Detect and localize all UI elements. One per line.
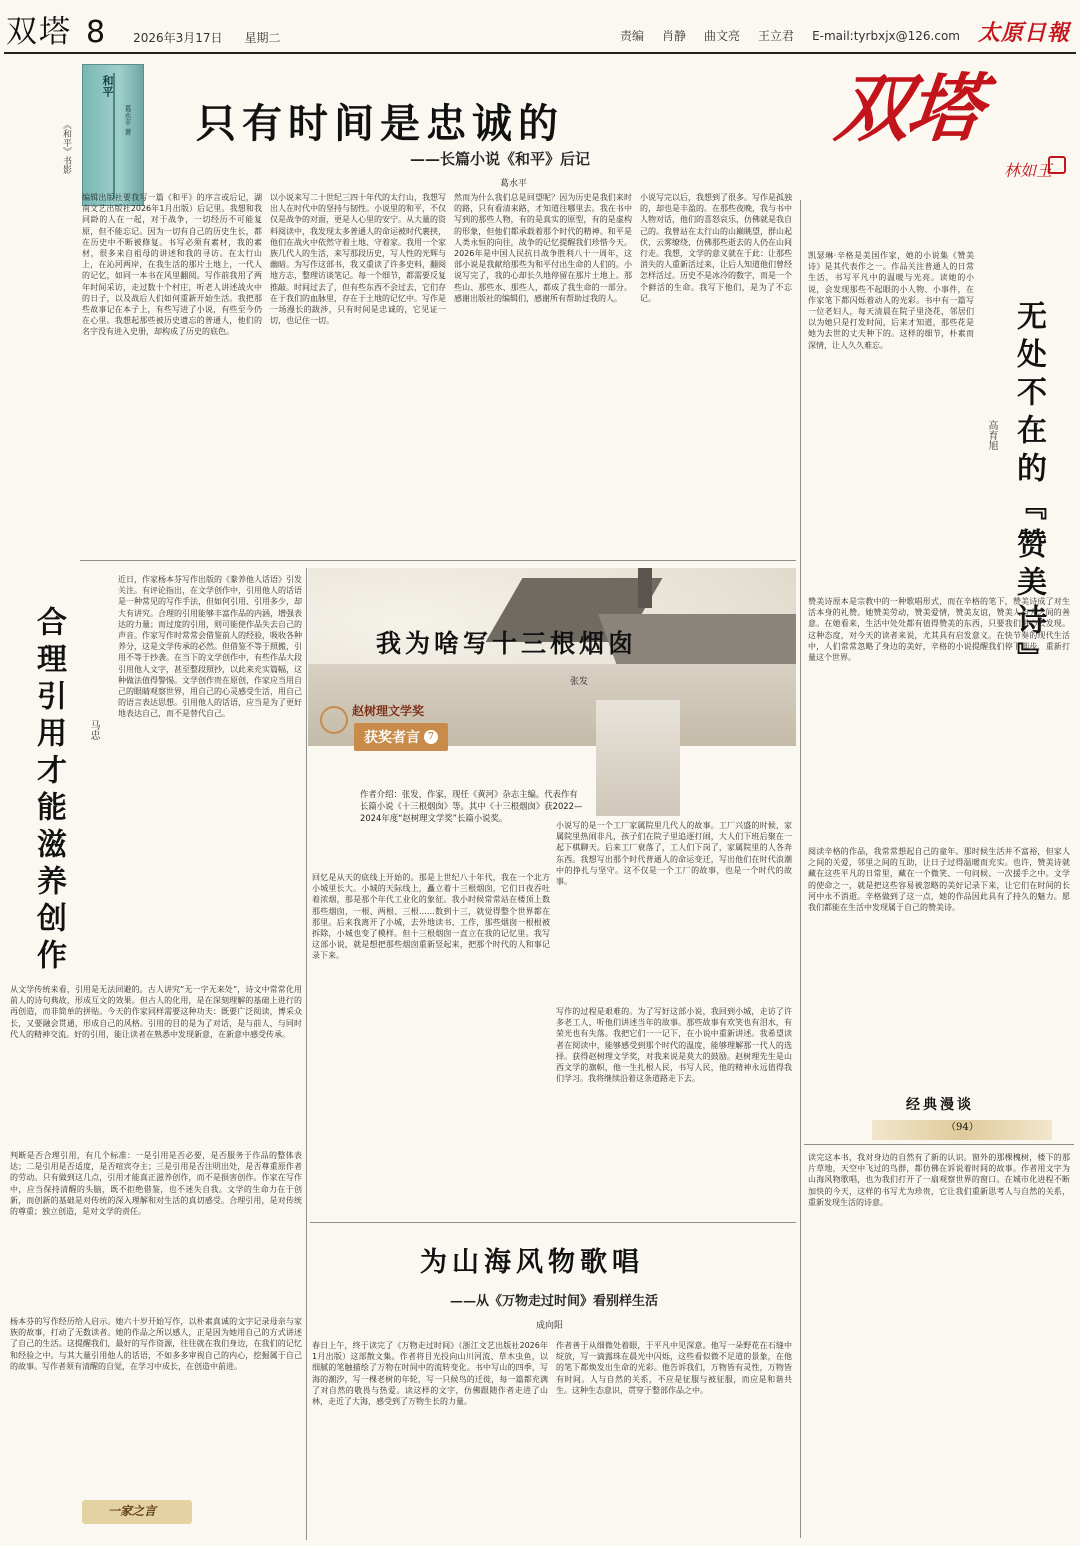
- book-cover-author: 葛水平 著: [124, 105, 132, 136]
- reason-column-3: 判断是否合理引用，有几个标准：一是引用是否必要，是否服务于作品的整体表达；二是引用是否适度，是否喧宾夺主；三是引用是否注明出处，是否尊重原作者的劳动。只有做到这几点，引用才能真正滋养创作，而不是损害创作。作家在写作中，应当保持清醒的头脑，既不拒绝借鉴，也不迷失自我。文学的生命力在于创新，而创新的基础是对传统的深入理解和对生活的真切感受。合理引用，是对传统的尊重；独立创造，是对文学的责任。: [10, 1151, 302, 1217]
- smoke-headline[interactable]: 我为啥写十三根烟囱: [376, 629, 638, 658]
- smoke-column-3: 写作的过程是艰难的。为了写好这部小说，我回到小城，走访了许多老工人，听他们讲述当年的故事。那些故事有欢笑也有泪水，有荣光也有失落。我把它们一一记下，在小说中重新讲述。我希望读者在阅读中，能够感受到那个时代的温度，能够理解那一代人的选择。获得赵树理文学奖，对我来说是莫大的鼓励。赵树理先生是山西文学的旗帜，他一生扎根人民，书写人民，他的精神永远值得我们学习。我将继续沿着这条道路走下去。: [556, 1007, 792, 1084]
- masthead-right: [620, 16, 1070, 47]
- series-number: （94）: [946, 1122, 979, 1133]
- smoke-byline: 张发: [570, 677, 589, 687]
- series-banner: [872, 1094, 1052, 1142]
- author-portrait: [596, 700, 680, 816]
- brand-title: 双塔: [831, 66, 985, 152]
- book-cover-title: 和平: [101, 75, 114, 97]
- lead-column-4: 小说写完以后，我想到了很多。写作是孤独的，却也是丰盈的。在那些夜晚，我与书中人物对话，他们的喜怒哀乐，仿佛就是我自己的。我曾站在太行山的山巅眺望，群山起伏，云雾缭绕，仿佛那些逝去的人仍在山间行走。我想，文学的意义就在于此：让那些消失的人重新活过来，让后人知道他们曾经怎样活过。历史不是冰冷的数字，而是一个个鲜活的生命。我写下他们，是为了不忘记。: [640, 193, 792, 303]
- praise-column-2: 赞美诗原本是宗教中的一种歌唱形式，而在辛格的笔下，赞美诗成了对生活本身的礼赞。她赞美劳动，赞美爱情，赞美友谊，赞美人与人之间的善意。在她看来，生活中处处都有值得赞美的东西，只要我们用心去发现。这种态度，对今天的读者来说，尤其具有启发意义。在快节奏的现代生活中，人们常常忽略了身边的美好，辛格的小说提醒我们停下脚步，重新打量这个世界。: [808, 597, 1070, 663]
- smoke-bottom-rule: [310, 1222, 796, 1223]
- mountain-subtitle: ——从《万物走过时间》看别样生活: [450, 1294, 659, 1309]
- smoke-author-note: 作者介绍：张发，作家，现任《黄河》杂志主编。代表作有长篇小说《十三根烟囱》等。其中《十三根烟囱》获2022—2024年度“赵树理文学奖”长篇小说奖。: [360, 789, 583, 823]
- editor-name: 肖静: [662, 29, 687, 43]
- chimney-icon: [638, 568, 652, 608]
- award-name: 赵树理文学奖: [352, 704, 425, 718]
- reason-column-2: 从文学传统来看，引用是无法回避的。古人讲究“无一字无来处”，诗文中常常化用前人的诗句典故，形成互文的效果。但古人的化用，是在深刻理解的基础上进行的再创造，而非简单的拼贴。今天的作家同样需要这种功夫：既要广泛阅读，博采众长，又要融会贯通，形成自己的风格。引用的目的是为了对话，是与前人、与同时代人的精神交流。好的引用，能让读者在熟悉中发现新意，在新意中感受传承。: [10, 985, 302, 1039]
- paper-logo: 太原日報: [977, 20, 1070, 46]
- praise-byline: 高育旭: [986, 420, 997, 450]
- brand-signature: 林如玉: [1003, 161, 1052, 180]
- reason-headline[interactable]: 合理引用才能滋养创作: [31, 606, 66, 976]
- mountain-headline[interactable]: 为山海风物歌唱: [420, 1247, 644, 1278]
- proofreader-name: 王立君: [758, 29, 795, 43]
- lead-byline: 葛水平: [500, 179, 528, 189]
- mountain-column-3: 读完这本书，我对身边的自然有了新的认识。窗外的那棵槐树，楼下的那片草地，天空中飞过的鸟群，都仿佛在诉说着时间的故事。作者用文字为山海风物歌唱，也为我们打开了一扇观察世界的窗口。在城市化进程不断加快的今天，这样的书写尤为珍贵，它让我们重新思考人与自然的关系，重新发现生活的诗意。: [808, 1153, 1070, 1207]
- award-banner: [316, 702, 496, 784]
- praise-column-1: 凯瑟琳·辛格是美国作家，她的小说集《赞美诗》是其代表作之一。作品关注普通人的日常生活，书写平凡中的温暖与光亮。读她的小说，会发现那些不起眼的小人物、小事件，在作家笔下都闪烁着动人的光彩。书中有一篇写一位老妇人，每天清晨在院子里浇花，邻居们以为她只是打发时间，后来才知道，那些花是她为去世的丈夫种下的。这样的细节，朴素而深情，让人久久难忘。: [808, 251, 974, 350]
- praise-headline[interactable]: 无处不在的『赞美诗』: [1011, 300, 1046, 680]
- award-badge-label: 获奖者言: [364, 730, 420, 746]
- book-cover-image: [82, 64, 144, 206]
- praise-column-3: 阅读辛格的作品，我常常想起自己的童年。那时候生活并不富裕，但家人之间的关爱，邻里之间的互助，让日子过得温暖而充实。也许，赞美诗就藏在这些平凡的日常里，藏在一个微笑、一句问候、一次援手之中。文学的使命之一，就是把这些容易被忽略的美好记录下来，让它们在时间的长河中永不消逝。辛格做到了这一点，她的作品因此具有了持久的魅力。愿我们都能在生活中发现属于自己的赞美诗。: [808, 847, 1070, 913]
- seal-icon: [1048, 156, 1066, 174]
- award-medal-icon: [320, 706, 348, 734]
- masthead-rule: [4, 52, 1076, 54]
- section-title: 双塔: [6, 14, 72, 50]
- lead-column-3: 然而为什么我们总是回望呢？因为历史是我们来时的路，只有看清来路，才知道往哪里去。我在书中写到的那些人物，有的是真实的原型，有的是虚构的形象，但他们都承载着那个时代的精神。和平是人类永恒的向往，战争的记忆提醒我们珍惜今天。2026年是中国人民抗日战争胜利八十一周年，这部小说是我献给那些为和平付出生命的人们的。小说写完了，我的心却长久地停留在那片土地上。那些山、那些水、那些人，都成了我生命的一部分。感谢出版社的编辑们，感谢所有帮助过我的人。: [454, 193, 632, 303]
- right-column-divider: [800, 200, 801, 1538]
- designer-name: 曲文亮: [704, 29, 741, 43]
- lead-subtitle: ——长篇小说《和平》后记: [410, 150, 591, 168]
- mountain-column-1: 春日上午，终于读完了《万物走过时间》（浙江文艺出版社2026年1月出版）这部散文集。作者将目光投向山川河流、草木虫鱼，以细腻的笔触描绘了万物在时间中的流转变化。书中写山的四季，写海的潮汐，写一棵老树的年轮，写一只候鸟的迁徙，每一篇都充满了对自然的敬畏与热爱。读这样的文字，仿佛跟随作者走进了山林，走近了大海，感受到了万物生长的力量。: [312, 1341, 548, 1407]
- series-title: 经典漫谈: [906, 1097, 974, 1113]
- smoke-column-1: 回忆是从天的底线上开始的。那是上世纪八十年代，我在一个北方小城里长大。小城的天际线上，矗立着十三根烟囱，它们日夜吞吐着浓烟，那是那个年代工业化的象征。我小时候常常站在楼顶上数那些烟囱，一根、两根、三根……数到十三，就觉得整个世界都在那里。后来我离开了小城，去外地读书、工作，那些烟囱一根根被拆除，小城也变了模样。但十三根烟囱一直立在我的记忆里。我写这部小说，就是想把那些烟囱重新竖起来，把那个时代的人和事记录下来。: [312, 873, 550, 961]
- lead-column-1: 编辑出版社要我写一篇《和平》的序言或后记，湖南文艺出版社2026年1月出版）后记里。我想和我同龄的人在一起，对于战争，一切经历不可能复原，但不能忘记。因为一切有自己的历史生长，都在历史中不断被修复。书写必须有素材，我的素材，很多来自祖母的讲述和我的寻访。在太行山上，在沁河两岸，在我生活的那片土地上，一代人的记忆，如同一本书在风里翻阅。写作前我用了两年时间采访，走过数十个村庄，听老人讲述战火中的日子，以及战后人们如何重新开始生活。我把那些故事记在本子上，有些写进了小说，有些至今仍在心里。我想起那些被历史遗忘的普通人，他们的名字没有进入史册，却构成了历史的底色。: [82, 193, 262, 337]
- family-words-banner: [82, 1488, 202, 1540]
- left-column-divider: [306, 568, 307, 1540]
- mountain-column-2: 作者善于从细微处着眼，于平凡中见深意。他写一朵野花在石缝中绽放，写一滴露珠在晨光中闪烁，这些看似微不足道的景象，在他的笔下都焕发出生命的光彩。他告诉我们，万物皆有灵性，万物皆有时间。人与自然的关系，不应是征服与被征服，而应是和谐共生。这种生态意识，贯穿于整部作品之中。: [556, 1341, 792, 1395]
- reason-column-1: 近日，作家杨本芬写作出版的《豢养他人话语》引发关注。有评论指出，在文学创作中，引用他人的话语是一种常见的写作手法，但如何引用、引用多少，却大有讲究。合理的引用能够丰富作品的内涵，增强表达的力量；而过度的引用，则可能使作品失去自己的声音。作家写作时常常会借鉴前人的经验，吸收各种养分，这是文学传承的必然。但借鉴不等于照搬，引用不等于抄袭。在当下的文学创作中，有些作品大段引用他人文字，甚至整段照抄，以此来充实篇幅，这种做法值得警惕。文学创作贵在原创，作家应当用自己的眼睛观察世界，用自己的心灵感受生活，用自己的语言表达思想。引用他人的话语，应当是为了更好地表达自己，而不是替代自己。: [118, 575, 302, 719]
- family-words-label: 一家之言: [108, 1504, 157, 1518]
- issue-weekday: 星期二: [244, 31, 281, 45]
- editor-label: 责编: [620, 29, 645, 43]
- book-cover-caption: 《和平》书影: [61, 120, 71, 174]
- praise-bottom-rule: [804, 1144, 1074, 1145]
- lead-bottom-rule: [80, 560, 796, 561]
- reason-column-4: 杨本芬的写作经历给人启示。她六十岁开始写作，以朴素真诚的文字记录母亲与家族的故事，打动了无数读者。她的作品之所以感人，正是因为她用自己的方式讲述了自己的生活。这提醒我们，最好的写作资源，往往就在我们身边，在我们的记忆和经验之中。与其大量引用他人的话语，不如多多审视自己的内心，挖掘属于自己的故事。写作者须有清醒的自觉，在学习中成长，在创造中前进。: [10, 1317, 302, 1371]
- award-badge-number: 7: [424, 730, 438, 744]
- mountain-byline: 成向阳: [536, 1321, 564, 1331]
- smoke-column-2: 小说写的是一个工厂家属院里几代人的故事。工厂兴盛的时候，家属院里热闹非凡，孩子们在院子里追逐打闹，大人们下班后聚在一起下棋聊天。后来工厂衰落了，工人们下岗了，家属院里的人各奔东西。我想写出那个时代普通人的命运变迁，写出他们在时代浪潮中的挣扎与坚守。这不仅是一个工厂的故事，也是一个时代的故事。: [556, 821, 792, 887]
- lead-column-2: 以小说来写二十世纪三四十年代的太行山，我想写出人在时代中的坚持与韧性。小说里的和平，不仅仅是战争的对面，更是人心里的安宁。从大量的资料阅读中，我发现太多普通人的命运被时代裹挟，他们在战火中依然守着土地、守着家。我用一个家族几代人的生活，来写那段历史，写人性的光辉与幽暗。为写作这部书，我又重读了许多史料，翻阅地方志，整理访谈笔记。每一个细节，都需要反复推敲。时间过去了，但有些东西不会过去，它们存在于我们的血脉里，存在于土地的记忆中。写作是一场漫长的跋涉，只有时间是忠诚的，它见证一切，也记住一切。: [270, 193, 446, 326]
- section-brand: [831, 66, 1066, 192]
- masthead-left: [6, 6, 281, 50]
- lead-headline[interactable]: 只有时间是忠诚的: [196, 100, 564, 147]
- contact-email[interactable]: E-mail:tyrbxjx@126.com: [812, 29, 960, 43]
- page-number: 8: [86, 15, 106, 50]
- issue-date: 2026年3月17日: [133, 31, 223, 45]
- award-badge: [354, 723, 448, 751]
- reason-byline: 马忠: [88, 720, 99, 740]
